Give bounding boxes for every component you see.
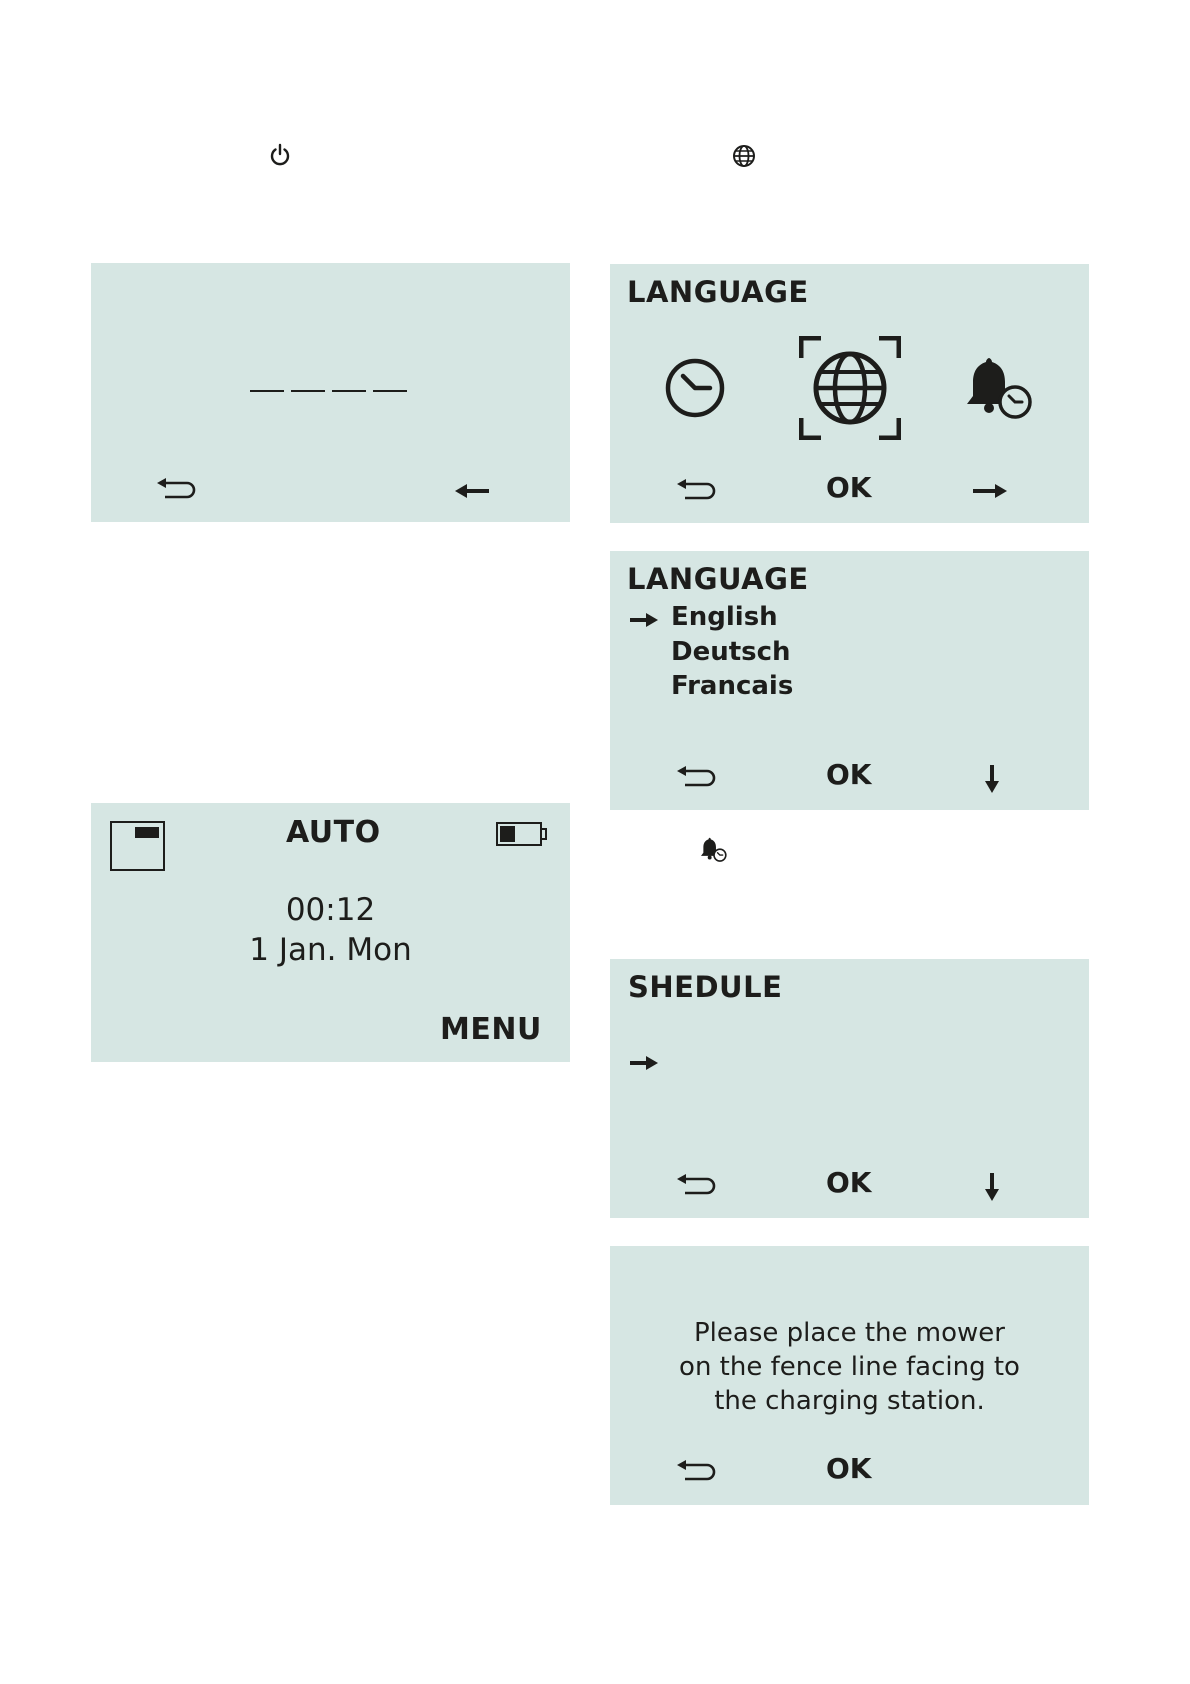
delete-button[interactable] xyxy=(455,482,491,500)
back-button[interactable] xyxy=(677,476,721,504)
return-arrow-icon xyxy=(677,476,721,504)
language-option[interactable]: Deutsch xyxy=(671,637,791,667)
return-arrow-icon xyxy=(677,763,721,791)
mode-label: AUTO xyxy=(286,815,381,850)
screen-title: LANGUAGE xyxy=(627,275,809,309)
globe-icon xyxy=(732,144,756,168)
return-arrow-icon xyxy=(677,1171,721,1199)
down-arrow-icon xyxy=(984,1173,1000,1201)
screen-title: LANGUAGE xyxy=(627,562,809,596)
down-button[interactable] xyxy=(984,1173,1000,1201)
back-button[interactable] xyxy=(677,1457,721,1485)
globe-icon xyxy=(799,336,901,440)
down-button[interactable] xyxy=(984,765,1000,793)
ok-button[interactable]: OK xyxy=(826,1166,872,1199)
back-button[interactable] xyxy=(677,1171,721,1199)
next-button[interactable] xyxy=(971,482,1007,500)
menu-button[interactable]: MENU xyxy=(440,1012,542,1047)
schedule-menu-item[interactable] xyxy=(965,356,1035,422)
right-arrow-icon xyxy=(628,612,658,628)
language-option[interactable]: English xyxy=(671,602,778,632)
message-line: on the fence line facing to xyxy=(679,1352,1020,1382)
down-arrow-icon xyxy=(984,765,1000,793)
bell-clock-icon xyxy=(965,356,1035,422)
ok-button[interactable]: OK xyxy=(826,471,872,504)
clock-icon xyxy=(664,357,726,419)
ok-button[interactable]: OK xyxy=(826,758,872,791)
window-icon xyxy=(110,821,165,871)
message-line: Please place the mower xyxy=(694,1318,1005,1348)
battery-icon xyxy=(496,822,548,846)
date-display: 1 Jan. Mon xyxy=(249,932,412,968)
right-arrow-icon xyxy=(628,1055,658,1071)
back-button[interactable] xyxy=(157,475,201,503)
selection-pointer xyxy=(628,612,658,628)
pin-placeholder[interactable] xyxy=(250,380,410,400)
message-line: the charging station. xyxy=(714,1386,985,1416)
back-button[interactable] xyxy=(677,763,721,791)
power-icon xyxy=(268,143,292,167)
left-arrow-icon xyxy=(455,482,491,500)
time-display: 00:12 xyxy=(285,892,376,928)
globe-menu-item-selected[interactable] xyxy=(799,336,901,440)
screen-title: SHEDULE xyxy=(628,970,783,1004)
language-option[interactable]: Francais xyxy=(671,671,794,701)
selection-pointer xyxy=(628,1055,658,1071)
ok-button[interactable]: OK xyxy=(826,1452,872,1485)
right-arrow-icon xyxy=(971,482,1007,500)
return-arrow-icon xyxy=(157,475,201,503)
clock-menu-item[interactable] xyxy=(664,357,726,419)
bell-clock-icon xyxy=(700,837,728,863)
return-arrow-icon xyxy=(677,1457,721,1485)
